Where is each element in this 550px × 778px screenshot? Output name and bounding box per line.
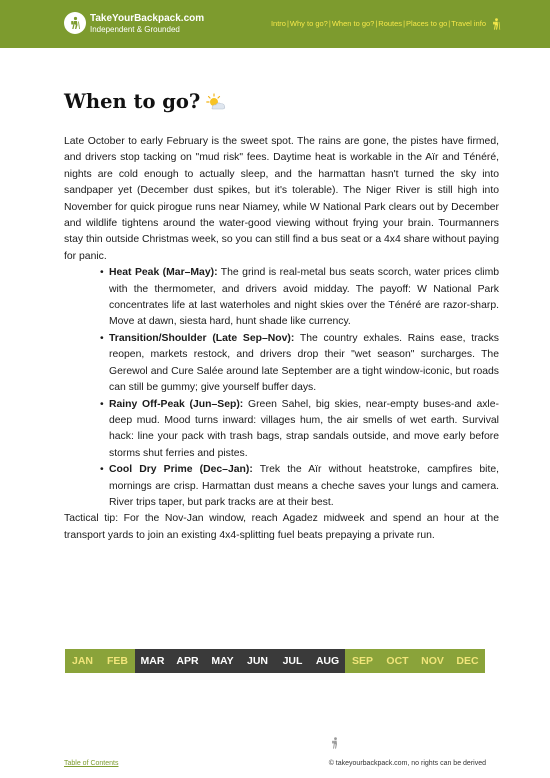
- page-title-text: When to go?: [64, 90, 201, 113]
- footer-copyright: © takeyourbackpack.com, no rights can be derived: [328, 760, 486, 767]
- season-shoulder-name: Transition/Shoulder (Late Sep–Nov):: [109, 332, 295, 344]
- main-content: [64, 134, 499, 544]
- nav-separator: |: [286, 19, 289, 28]
- season-shoulder: [109, 331, 499, 397]
- nav-separator: |: [375, 19, 378, 28]
- nav-separator: |: [328, 19, 331, 28]
- brand-name[interactable]: TakeYourBackpack.com: [90, 13, 205, 24]
- month-apr: APR: [170, 649, 205, 673]
- season-rainy-off-peak: [109, 397, 499, 463]
- sun-behind-cloud-icon: [206, 93, 226, 111]
- season-rainy-off-peak-text: Green Sahel, big skies, near-empty buses-and axle-deep mud. Mood turns inward: villages hum, the air smells of wet earth. Survival hack: line your pack with trash bags, strap sandals outside, and move early before storms shut ferries and pistes.: [109, 398, 499, 459]
- month-dec: DEC: [450, 649, 485, 673]
- hiker-icon[interactable]: [491, 18, 501, 30]
- month-oct: OCT: [380, 649, 415, 673]
- month-sep: SEP: [345, 649, 380, 673]
- header-band: [0, 0, 550, 48]
- season-heat-peak: [109, 265, 499, 331]
- month-feb: FEB: [100, 649, 135, 673]
- nav-routes[interactable]: Routes: [378, 19, 403, 28]
- month-mar: MAR: [135, 649, 170, 673]
- brand-tagline: Independent & Grounded: [90, 25, 180, 34]
- nav-why-to-go[interactable]: Why to go?: [289, 19, 328, 28]
- nav-places-to-go[interactable]: Places to go: [406, 19, 448, 28]
- nav-travel-info[interactable]: Travel info: [451, 19, 486, 28]
- season-cool-dry-prime-text: Trek the Aïr without heatstroke, campfires bite, mornings are crisp. Harmattan dust means a cheche saves your lungs and camera. River trips taper, but park tracks are at their best.: [109, 464, 499, 508]
- season-rainy-off-peak-name: Rainy Off-Peak (Jun–Sep):: [109, 398, 244, 410]
- season-cool-dry-prime: [109, 462, 499, 511]
- nav-when-to-go[interactable]: When to go?: [331, 19, 375, 28]
- logo[interactable]: [64, 12, 86, 34]
- month-jul: JUL: [275, 649, 310, 673]
- month-jun: JUN: [240, 649, 275, 673]
- month-may: MAY: [205, 649, 240, 673]
- hiker-icon: [330, 737, 340, 749]
- nav-separator: |: [448, 19, 451, 28]
- table-of-contents-link[interactable]: Table of Contents: [64, 760, 119, 767]
- nav-separator: |: [403, 19, 406, 28]
- top-nav: [271, 19, 486, 28]
- hiker-icon: [68, 16, 82, 30]
- month-nov: NOV: [415, 649, 450, 673]
- month-bar: [65, 649, 485, 673]
- nav-intro[interactable]: Intro: [270, 19, 286, 28]
- tactical-tip: Tactical tip: For the Nov-Jan window, reach Agadez midweek and spend an hour at the transport yards to join an existing 4x4-splitting fuel beats prepaying a private run.: [64, 513, 499, 541]
- season-cool-dry-prime-name: Cool Dry Prime (Dec–Jan):: [109, 464, 253, 476]
- season-list: [64, 265, 499, 511]
- intro-paragraph: Late October to early February is the sweet spot. The rains are gone, the pistes have firmed, and drivers stop tacking on "mud risk" fees. Daytime heat is workable in the Aïr and Ténéré, nights are cold enough to actually sleep, and the harmattan hasn't turned the sky into sandpaper yet (December dust spikes, but it's tolerable). The Niger River is still high into November for quick pirogue runs near Niamey, while W National Park clears out by December and wildlife tightens around the water-good viewing without frying your brain. Tourmanners stay thin outside Christmas week, so you can still find a bus seat or a 4x4 share without paying for panic.: [64, 136, 499, 262]
- month-jan: JAN: [65, 649, 100, 673]
- season-heat-peak-name: Heat Peak (Mar–May):: [109, 267, 218, 279]
- season-heat-peak-text: The grind is real-metal bus seats scorch, water prices climb with the thermometer, and drivers avoid midday. The payoff: W National Park concentrates life at last waterholes and night skies over the Ténéré are razor-sharp. Move at dawn, siesta hard, hunt shade like currency.: [109, 267, 499, 328]
- season-shoulder-text: The country exhales. Rains ease, tracks reopen, markets restock, and drivers drop their "wet season" surcharges. The Gerewol and Cure Salée around late September are a tight window-iconic, but roads can still be gummy; give yourself buffer days.: [109, 332, 499, 394]
- month-aug: AUG: [310, 649, 345, 673]
- page-title: [64, 90, 226, 113]
